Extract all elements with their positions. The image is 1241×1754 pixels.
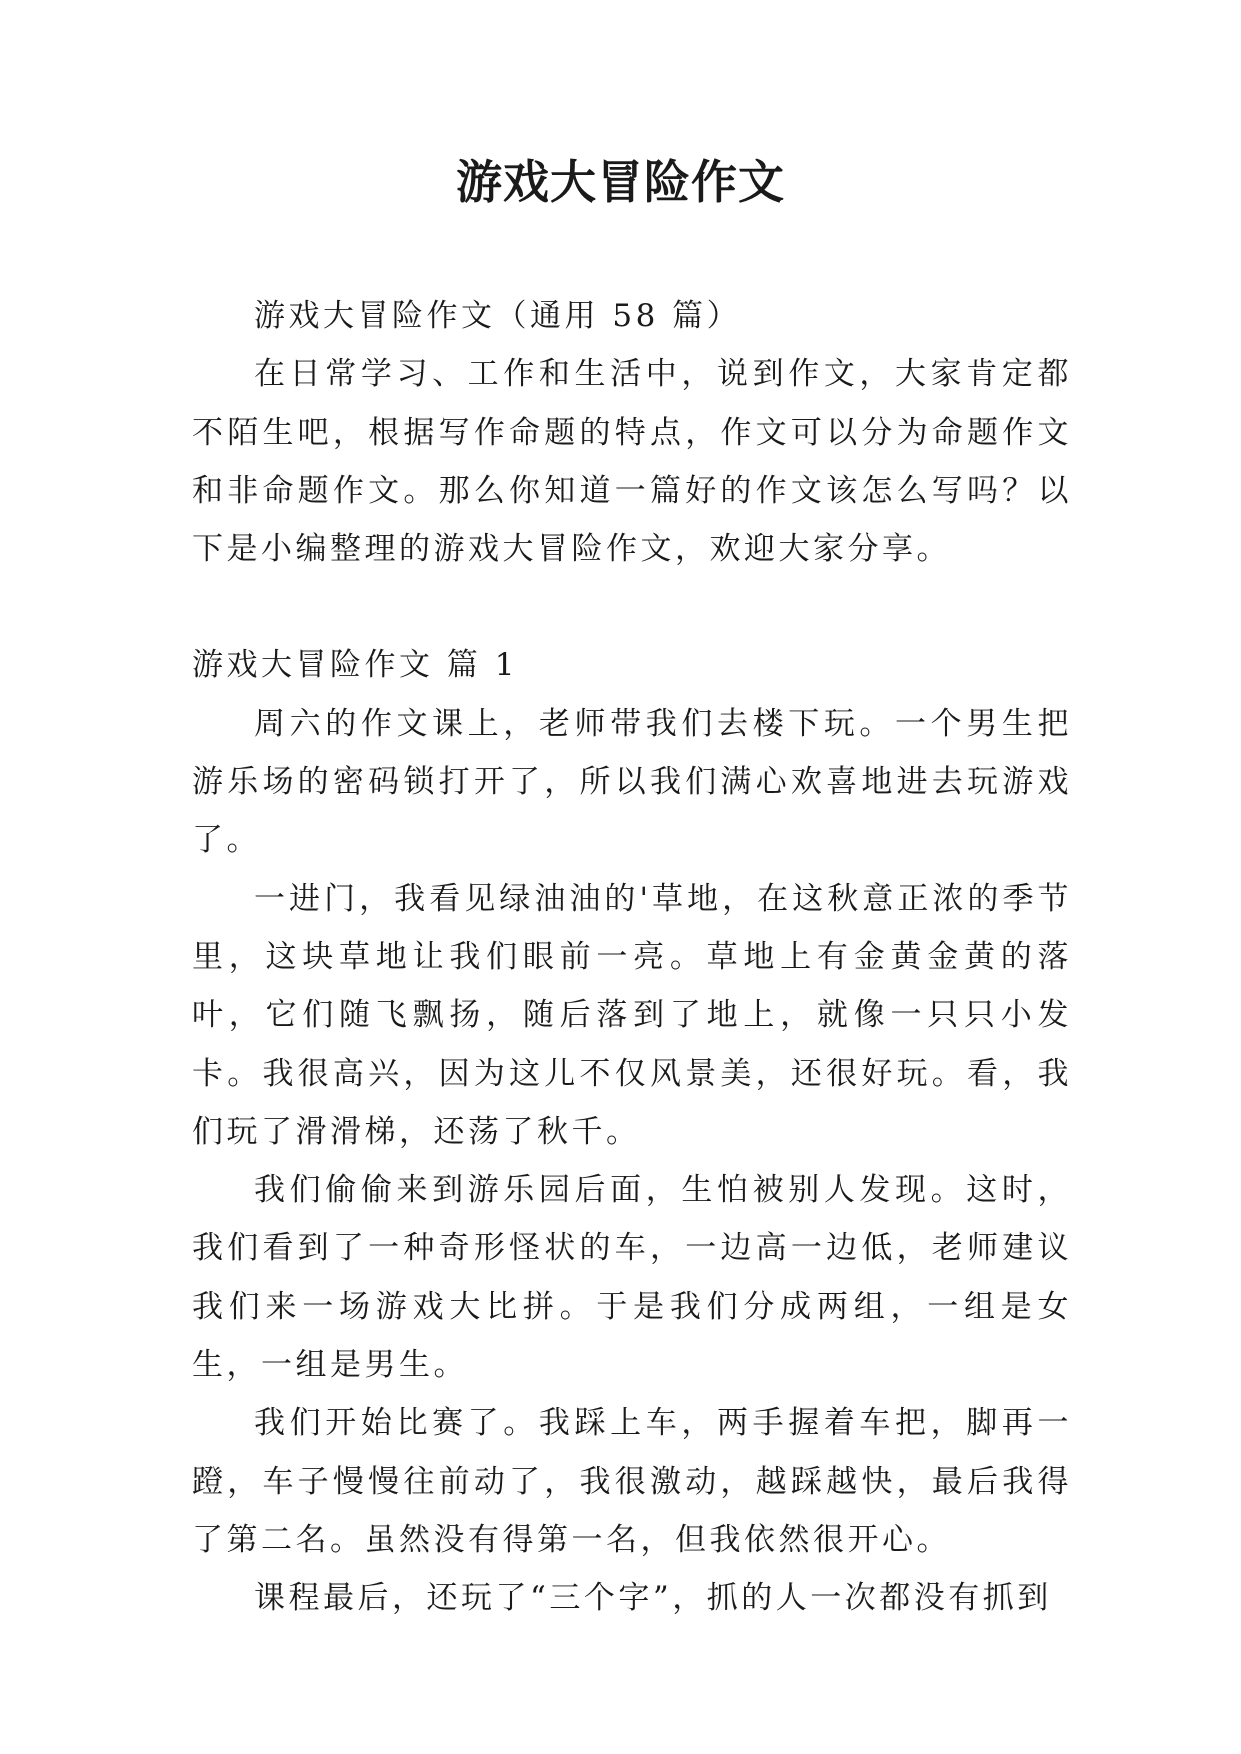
paragraph: 课程最后，还玩了“三个字”，抓的人一次都没有抓到 xyxy=(254,1580,1052,1617)
document-title: 游戏大冒险作文 xyxy=(456,155,785,209)
section-heading: 游戏大冒险作文 篇 1 xyxy=(192,647,518,684)
paragraph: 我们偷偷来到游乐园后面，生怕被别人发现。这时，我们看到了一种奇形怪状的车，一边高一边低，老师建议我们来一场游戏大比拼。于是我们分成两组，一组是女生，一组是男生。 xyxy=(192,1172,1072,1384)
intro-paragraph: 在日常学习、工作和生活中，说到作文，大家肯定都不陌生吧，根据写作命题的特点，作文可以分为命题作文和非命题作文。那么你知道一篇好的作文该怎么写吗？以下是小编整理的游戏大冒险作文，欢迎大家分享。 xyxy=(192,356,1072,568)
paragraph: 我们开始比赛了。我踩上车，两手握着车把，脚再一蹬，车子慢慢往前动了，我很激动，越踩越快，最后我得了第二名。虽然没有得第一名，但我依然很开心。 xyxy=(192,1405,1072,1558)
paragraph: 周六的作文课上，老师带我们去楼下玩。一个男生把游乐场的密码锁打开了，所以我们满心欢喜地进去玩游戏了。 xyxy=(192,705,1072,859)
document-subtitle: 游戏大冒险作文（通用 58 篇） xyxy=(254,298,742,334)
paragraph: 一进门，我看见绿油油的'草地，在这秋意正浓的季节里，这块草地让我们眼前一亮。草地上有金黄金黄的落叶，它们随飞飘扬，随后落到了地上，就像一只只小发卡。我很高兴，因为这儿不仅风景美，还很好玩。看，我们玩了滑滑梯，还荡了秋千。 xyxy=(192,880,1072,1150)
document-body xyxy=(192,287,1072,1628)
